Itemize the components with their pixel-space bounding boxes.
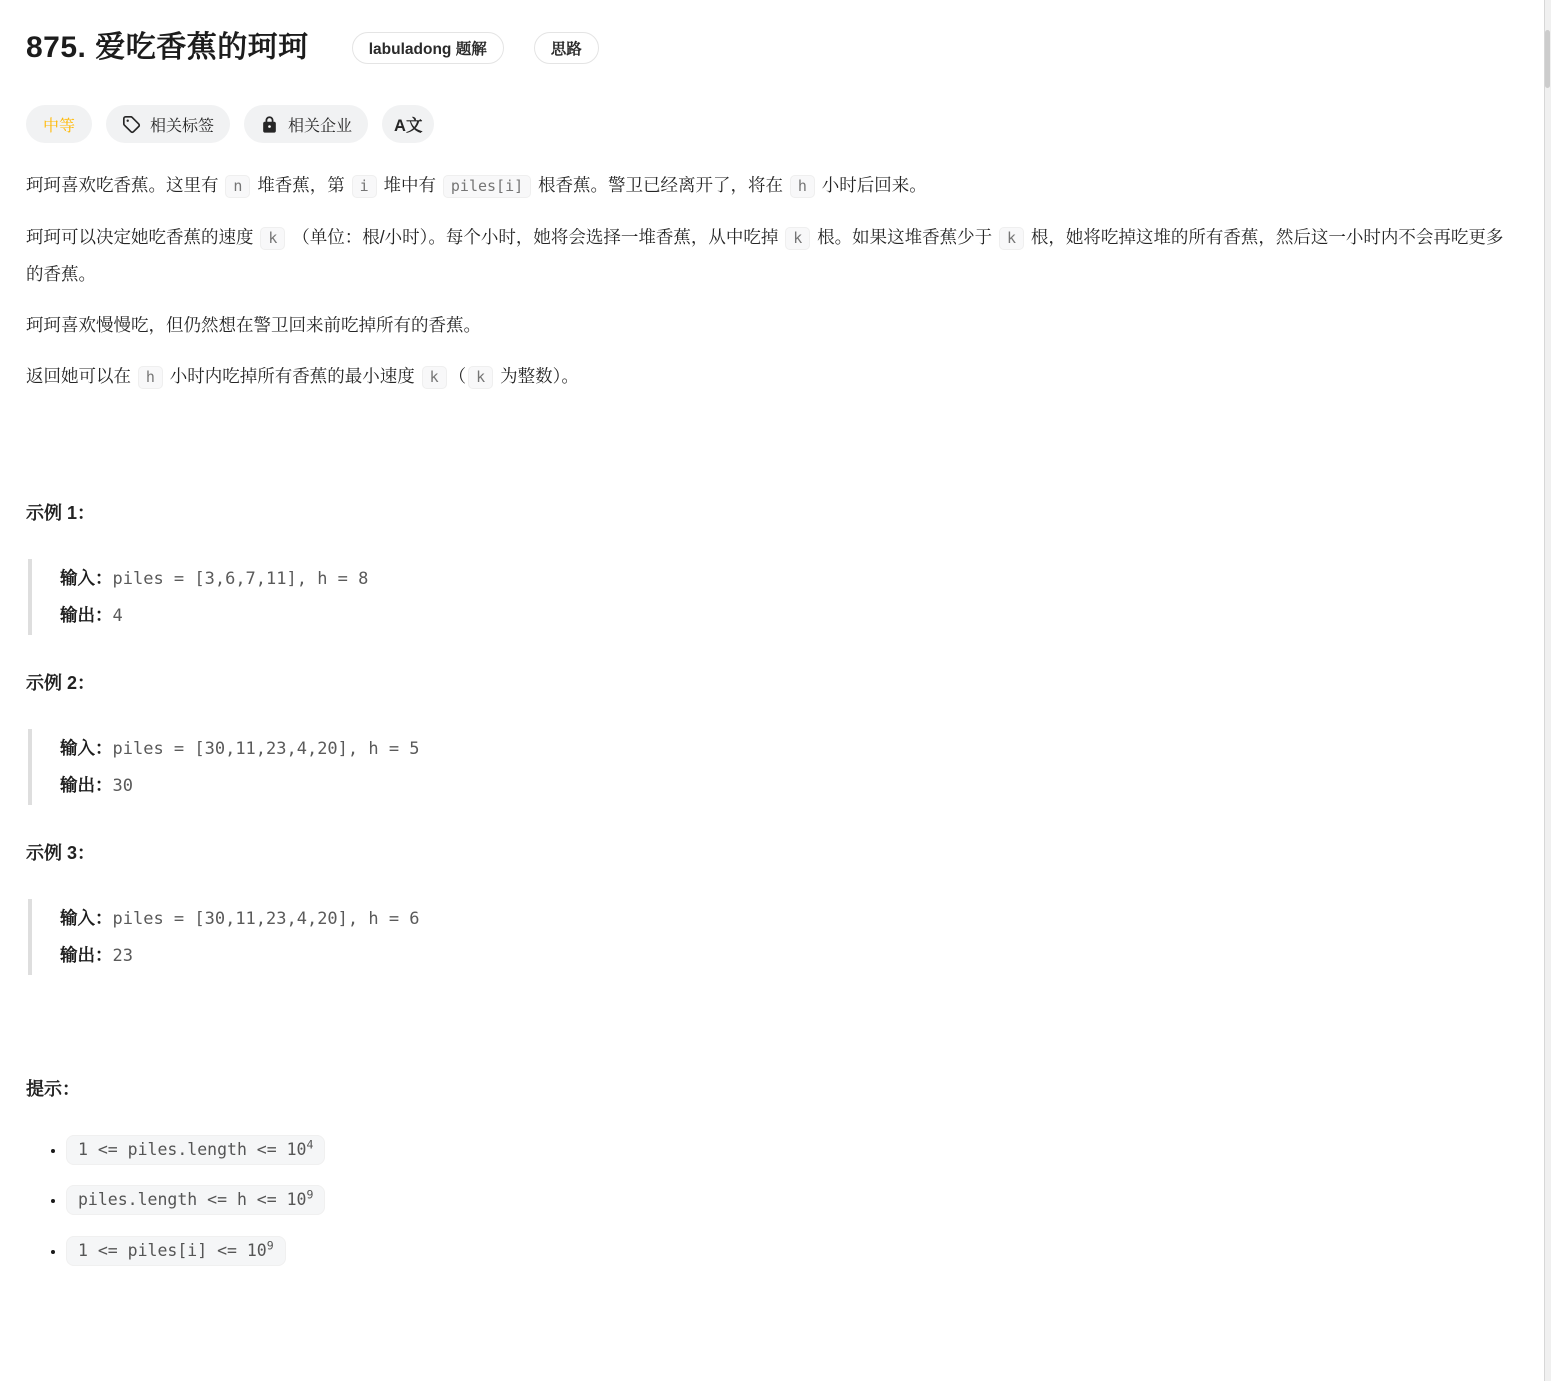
text-format-button[interactable]: [382, 105, 434, 143]
example-output-line: [60, 767, 1517, 804]
output-label: 输出：: [60, 945, 113, 965]
example-input-line: [60, 730, 1517, 767]
page-title: 875. 爱吃香蕉的珂珂: [26, 31, 309, 64]
related-tags-label: 相关标签: [150, 117, 215, 135]
example-2-block: [28, 729, 1517, 805]
constraint-exponent: 9: [306, 1187, 314, 1202]
related-companies-label: 相关企业: [288, 117, 353, 135]
problem-description: [26, 167, 1517, 395]
meta-row: [26, 105, 1517, 143]
related-tags-button[interactable]: [106, 105, 230, 143]
inline-code: k: [785, 227, 810, 250]
example-1-heading: 示例 1：: [26, 503, 96, 523]
constraint-text: 1 <= piles[i] <= 10: [78, 1240, 267, 1260]
constraint-code: [66, 1236, 286, 1266]
inline-code: k: [468, 366, 493, 389]
text-format-icon: A文: [394, 117, 423, 135]
title-badges: [352, 32, 599, 64]
tag-icon: [122, 115, 141, 134]
example-input-value: piles = [3,6,7,11], h = 8: [112, 569, 369, 589]
inline-code: i: [352, 175, 377, 198]
example-output-value: 4: [112, 606, 123, 626]
inline-code: k: [260, 227, 285, 250]
example-output-line: [60, 937, 1517, 974]
idea-badge[interactable]: 思路: [534, 32, 599, 64]
input-label: 输入：: [60, 908, 113, 928]
example-output-value: 23: [112, 946, 133, 966]
example-3-block: [28, 899, 1517, 975]
constraint-text: piles.length <= h <= 10: [78, 1190, 307, 1209]
labuladong-solution-badge[interactable]: labuladong 题解: [352, 32, 504, 64]
panel-divider: [1544, 0, 1551, 1381]
constraint-item: [66, 1238, 1517, 1261]
description-paragraph: 珂珂喜欢吃香蕉。这里有 n 堆香蕉，第 i 堆中有 piles[i] 根香蕉。警卫已经离开了，将在 h 小时后回来。: [26, 167, 1517, 204]
constraint-exponent: 9: [266, 1238, 274, 1252]
constraint-code: [66, 1185, 325, 1215]
title-row: [26, 28, 1517, 67]
inline-code: h: [790, 175, 815, 198]
hints-heading: 提示：: [26, 1079, 80, 1099]
example-2-heading: 示例 2：: [26, 673, 96, 693]
related-companies-button[interactable]: [244, 105, 368, 143]
description-paragraph: 珂珂喜欢慢慢吃，但仍然想在警卫回来前吃掉所有的香蕉。: [26, 315, 481, 335]
input-label: 输入：: [60, 738, 113, 758]
example-1-block: [28, 559, 1517, 635]
example-output-line: [60, 597, 1517, 634]
inline-code: n: [225, 175, 250, 198]
output-label: 输出：: [60, 605, 113, 625]
inline-code: k: [999, 227, 1024, 250]
inline-code: k: [422, 366, 447, 389]
inline-code: piles[i]: [443, 175, 531, 198]
output-label: 输出：: [60, 775, 113, 795]
constraints-list: [26, 1137, 1517, 1261]
constraint-text: 1 <= piles.length <= 10: [78, 1139, 307, 1159]
constraint-code: [66, 1135, 325, 1165]
constraint-exponent: 4: [306, 1137, 314, 1151]
example-output-value: 30: [112, 776, 133, 796]
constraint-item: [66, 1137, 1517, 1160]
difficulty-badge[interactable]: 中等: [26, 105, 92, 143]
example-input-value: piles = [30,11,23,4,20], h = 6: [112, 909, 420, 929]
lock-icon: [260, 115, 279, 134]
example-input-value: piles = [30,11,23,4,20], h = 5: [112, 739, 420, 759]
vertical-scrollbar[interactable]: [1545, 30, 1550, 88]
inline-code: h: [138, 366, 163, 389]
example-input-line: [60, 560, 1517, 597]
example-input-line: [60, 900, 1517, 937]
description-paragraph: 珂珂可以决定她吃香蕉的速度 k （单位：根/小时）。每个小时，她将会选择一堆香蕉，从中吃掉 k 根。如果这堆香蕉少于 k 根，她将吃掉这堆的所有香蕉，然后这一小时内不会再吃更多的香蕉。: [26, 227, 1504, 284]
constraint-item: [66, 1188, 1517, 1211]
input-label: 输入：: [60, 568, 113, 588]
description-paragraph: 返回她可以在 h 小时内吃掉所有香蕉的最小速度 k （ k 为整数）。: [26, 358, 1517, 395]
example-3-heading: 示例 3：: [26, 843, 96, 863]
